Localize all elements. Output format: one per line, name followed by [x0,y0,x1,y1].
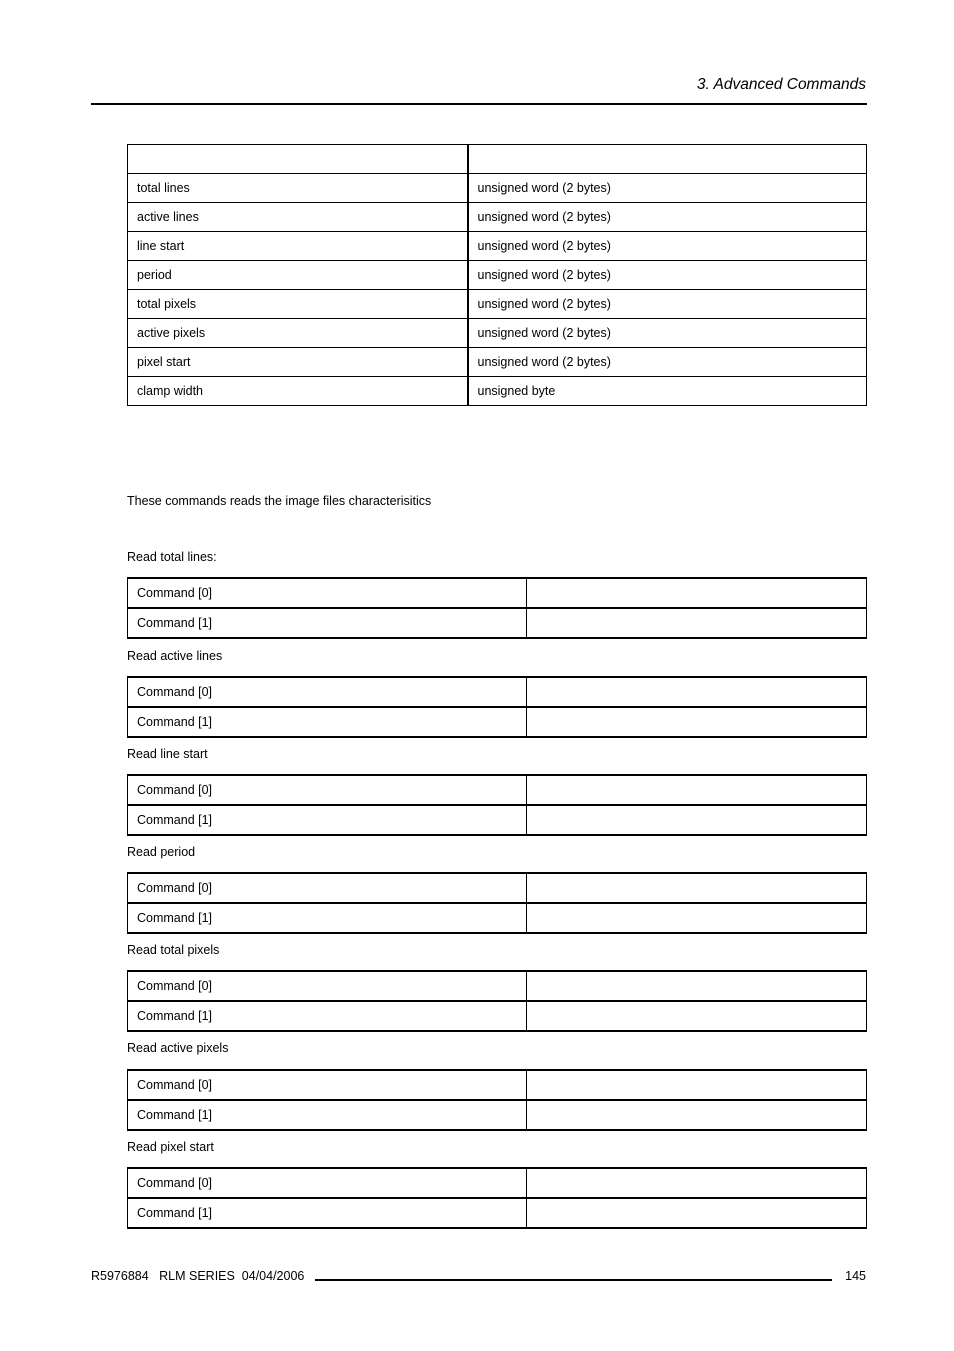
parameter-name: line start [128,232,468,261]
command-label: Command [0] [128,873,527,903]
table-row [128,707,867,737]
command-value [527,971,867,1001]
section-label: Read active pixels [127,1041,229,1055]
command-label: Command [1] [128,1001,527,1031]
table-header-row [128,145,867,174]
table-header-cell [128,145,468,174]
parameter-name: total pixels [128,290,468,319]
table-row [128,805,867,835]
table-row [128,1168,867,1198]
command-value [527,805,867,835]
command-label: Command [0] [128,1070,527,1100]
table-row [128,1198,867,1228]
page-number: 145 [845,1269,866,1283]
table-row [128,377,867,406]
section-title: 3. Advanced Commands [696,76,866,93]
table-row [128,232,867,261]
command-value [527,775,867,805]
command-label: Command [0] [128,971,527,1001]
parameter-name: pixel start [128,348,468,377]
command-value [527,903,867,933]
command-label: Command [1] [128,1100,527,1130]
command-table [127,970,867,1032]
footer-doc-id: R5976884 [91,1269,149,1283]
table-row [128,873,867,903]
command-value [527,1100,867,1130]
command-value [527,1198,867,1228]
table-row [128,677,867,707]
command-label: Command [1] [128,805,527,835]
table-row [128,319,867,348]
table-row [128,174,867,203]
command-table [127,676,867,738]
section-label: Read pixel start [127,1140,214,1154]
command-value [527,707,867,737]
table-row [128,1070,867,1100]
command-table [127,577,867,639]
section-label: Read active lines [127,649,223,663]
command-label: Command [0] [128,677,527,707]
footer-doc-info [91,1269,304,1283]
command-value [527,578,867,608]
parameter-type: unsigned word (2 bytes) [468,290,867,319]
command-label: Command [0] [128,775,527,805]
table-row [128,261,867,290]
parameter-name: clamp width [128,377,468,406]
section-label: Read total lines: [127,550,217,564]
command-label: Command [1] [128,1198,527,1228]
command-value [527,677,867,707]
command-label: Command [0] [128,1168,527,1198]
table-row [128,203,867,232]
command-table [127,1167,867,1229]
command-value [527,608,867,638]
section-label: Read period [127,845,196,859]
command-label: Command [1] [128,608,527,638]
command-label: Command [1] [128,707,527,737]
table-row [128,290,867,319]
command-value [527,1070,867,1100]
footer-rule [315,1279,832,1281]
command-table [127,1069,867,1131]
section-label: Read line start [127,747,208,761]
command-value [527,873,867,903]
command-value [527,1168,867,1198]
table-row [128,903,867,933]
table-row [128,1100,867,1130]
command-value [527,1001,867,1031]
command-label: Command [0] [128,578,527,608]
command-label: Command [1] [128,903,527,933]
parameter-name: active lines [128,203,468,232]
footer-date: 04/04/2006 [241,1269,305,1283]
parameter-name: total lines [128,174,468,203]
table-header-cell [468,145,867,174]
section-label: Read total pixels [127,943,220,957]
parameter-type: unsigned word (2 bytes) [468,174,867,203]
parameter-type: unsigned word (2 bytes) [468,232,867,261]
command-table [127,774,867,836]
table-row [128,971,867,1001]
table-row [128,348,867,377]
table-row [128,1001,867,1031]
parameter-type: unsigned byte [468,377,867,406]
characteristics-table [127,144,867,406]
parameter-type: unsigned word (2 bytes) [468,319,867,348]
parameter-type: unsigned word (2 bytes) [468,203,867,232]
command-table [127,872,867,934]
parameter-name: period [128,261,468,290]
footer-series: RLM SERIES [159,1269,235,1283]
intro-paragraph: These commands reads the image files characterisitics [127,494,432,508]
table-row [128,775,867,805]
parameter-name: active pixels [128,319,468,348]
table-row [128,608,867,638]
header-rule [91,103,867,105]
parameter-type: unsigned word (2 bytes) [468,348,867,377]
parameter-type: unsigned word (2 bytes) [468,261,867,290]
table-row [128,578,867,608]
